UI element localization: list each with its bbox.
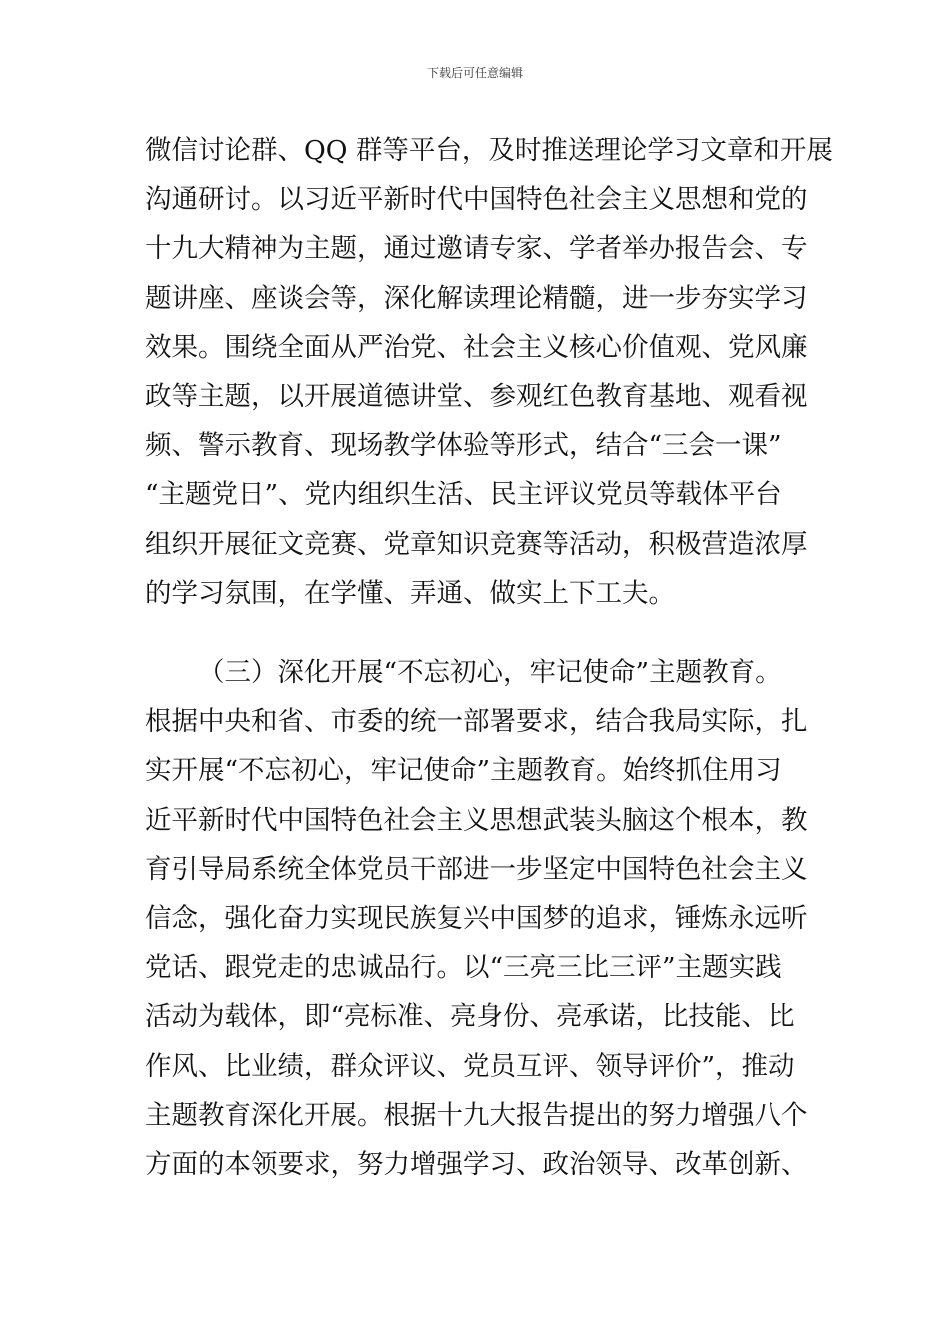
text-line: 党话、跟党走的忠诚品行。以“三亮三比三评”主题实践 — [145, 952, 782, 984]
text-line: 组织开展征文竞赛、党章知识竞赛等活动，积极营造浓厚 — [145, 528, 808, 560]
text-line: 微信讨论群、QQ 群等平台，及时推送理论学习文章和开展 — [145, 135, 833, 166]
text-line: 十九大精神为主题，通过邀请专家、学者举办报告会、专 — [145, 233, 808, 265]
text-line: 作风、比业绩，群众评议、党员互评、领导评价”，推动 — [145, 1050, 795, 1082]
text-line: 方面的本领要求，努力增强学习、政治领导、改革创新、 — [145, 1148, 808, 1180]
text-line: 活动为载体，即“亮标准、亮身份、亮承诺，比技能、比 — [145, 1001, 795, 1033]
paragraph-1 — [145, 126, 833, 618]
text-line: “主题党日”、党内组织生活、民主评议党员等载体平台 — [145, 479, 782, 511]
text-line: 根据中央和省、市委的统一部署要求，结合我局实际，扎 — [145, 706, 808, 738]
text-line: 育引导局系统全体党员干部进一步坚定中国特色社会主义 — [145, 853, 808, 885]
text-line: 的学习氛围，在学懂、弄通、做实上下工夫。 — [145, 577, 675, 609]
text-line: 题讲座、座谈会等，深化解读理论精髓，进一步夯实学习 — [145, 282, 808, 314]
section-heading-line: （三）深化开展“不忘初心，牢记使命”主题教育。 — [198, 657, 782, 688]
text-line: 政等主题，以开展道德讲堂、参观红色教育基地、观看视 — [145, 380, 808, 412]
text-line: 效果。围绕全面从严治党、社会主义核心价值观、党风廉 — [145, 331, 808, 363]
text-line: 信念，强化奋力实现民族复兴中国梦的追求，锤炼永远听 — [145, 902, 808, 934]
text-line: 实开展“不忘初心，牢记使命”主题教育。始终抓住用习 — [145, 755, 782, 787]
text-line: 沟通研讨。以习近平新时代中国特色社会主义思想和党的 — [145, 184, 808, 216]
page-header: 下载后可任意编辑 — [426, 66, 523, 80]
text-line: 频、警示教育、现场教学体验等形式，结合“三会一课” — [145, 430, 782, 462]
text-line: 近平新时代中国特色社会主义思想武装头脑这个根本，教 — [145, 804, 808, 836]
paragraph-2 — [145, 648, 815, 1189]
text-line: 主题教育深化开展。根据十九大报告提出的努力增强八个 — [145, 1099, 808, 1131]
